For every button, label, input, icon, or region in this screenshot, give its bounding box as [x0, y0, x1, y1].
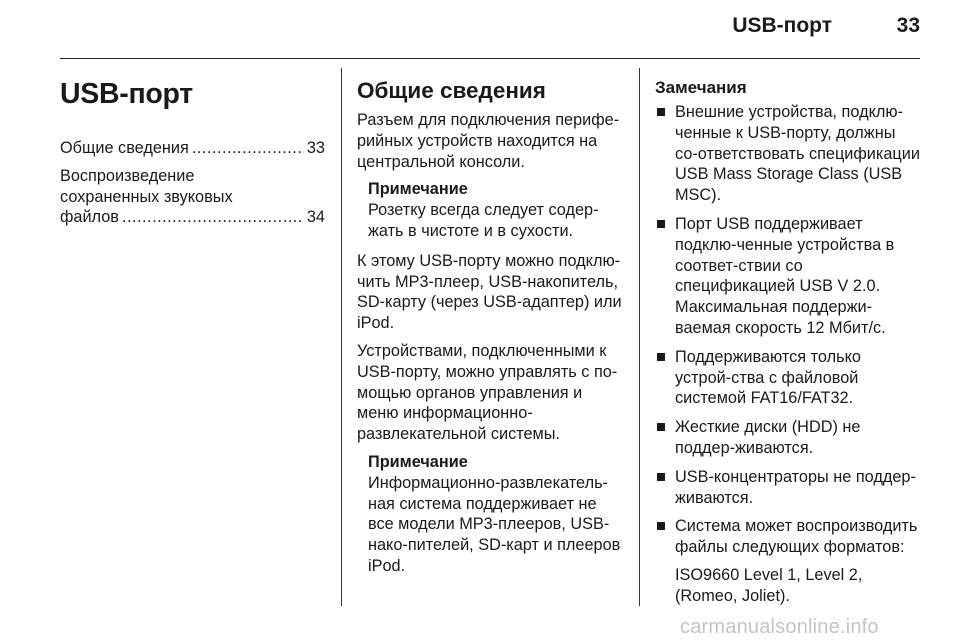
list-item-text: Порт USB поддерживает подклю-ченные устройства в соответ-ствии со спецификацией USB V 2.0. Максимальная поддержи-ваемая скорость 12 Мбит/с.	[675, 214, 895, 337]
paragraph: Разъем для подключения перифе-рийных устройств находится на центральной консоли.	[357, 111, 620, 171]
list-item	[655, 102, 920, 206]
toc-entry-page: 33	[306, 139, 325, 157]
remarks-title: Замечания	[655, 78, 747, 97]
remarks-list	[655, 102, 920, 607]
column-general-info	[357, 68, 623, 586]
paragraph: Устройствами, подключенными к USB-порту, можно управлять с по-мощью органов управления и меню информационно-развлекательной системы.	[357, 341, 618, 444]
bullet-square-icon	[657, 353, 665, 361]
list-item	[655, 347, 920, 409]
column-toc	[60, 68, 325, 235]
toc-entry-general[interactable]	[60, 138, 325, 159]
list-item	[655, 516, 920, 606]
note-box	[368, 179, 623, 241]
note-text: Информационно-развлекатель-ная система поддерживает не все модели MP3-плееров, USB-нако-пителей, SD-карт и плееров iPod.	[368, 473, 621, 575]
column-divider-1	[341, 68, 342, 606]
bullet-square-icon	[657, 522, 665, 530]
toc-entry-text: Воспроизведение	[60, 166, 195, 185]
column-divider-2	[639, 68, 640, 606]
paragraph: К этому USB-порту можно подклю-чить MP3-плеер, USB-накопитель, SD-карту (через USB-адаптер) или iPod.	[357, 251, 622, 333]
list-item	[655, 214, 920, 339]
list-item-text: Внешние устройства, подклю-ченные к USB-порту, должны со-ответствовать спецификации USB Mass Storage Class (USB MSC).	[675, 103, 920, 205]
list-item-text: Система может воспроизводить файлы следующих форматов:	[675, 517, 918, 557]
list-item-text: Жесткие диски (HDD) не поддер-живаются.	[675, 418, 861, 457]
list-item	[655, 417, 920, 459]
toc-entry-text: сохраненных звуковых	[60, 187, 233, 206]
bullet-square-icon	[657, 108, 665, 116]
list-item-subtext: ISO9660 Level 1, Level 2, (Romeo, Joliet).	[675, 565, 863, 605]
header-title: USB-порт	[732, 14, 832, 37]
toc-entry-text: файлов	[60, 208, 119, 227]
toc-entry-text: Общие сведения	[60, 139, 189, 157]
list-item	[655, 467, 920, 509]
section-title: Общие сведения	[357, 78, 546, 103]
page-number: 33	[896, 14, 920, 37]
page-header	[60, 0, 920, 59]
bullet-square-icon	[657, 423, 665, 431]
toc-leader-dots	[122, 207, 304, 228]
list-item-text: USB-концентраторы не поддер-живаются.	[675, 467, 916, 507]
note-title: Примечание	[368, 452, 468, 471]
bullet-square-icon	[657, 220, 665, 228]
toc-entry-playback[interactable]	[60, 166, 325, 228]
column-remarks	[655, 68, 920, 615]
list-item-text: Поддерживаются только устрой-ства с файловой системой FAT16/FAT32.	[675, 347, 861, 408]
note-title: Примечание	[368, 180, 468, 199]
chapter-title: USB-порт	[60, 78, 193, 110]
toc-leader-dots	[192, 138, 304, 159]
bullet-square-icon	[657, 473, 665, 481]
watermark-logo: carmanualsonline.info	[680, 616, 879, 638]
note-box	[368, 452, 623, 577]
note-text: Розетку всегда следует содер-жать в чистоте и в сухости.	[368, 201, 599, 240]
toc-entry-page: 34	[306, 208, 325, 227]
